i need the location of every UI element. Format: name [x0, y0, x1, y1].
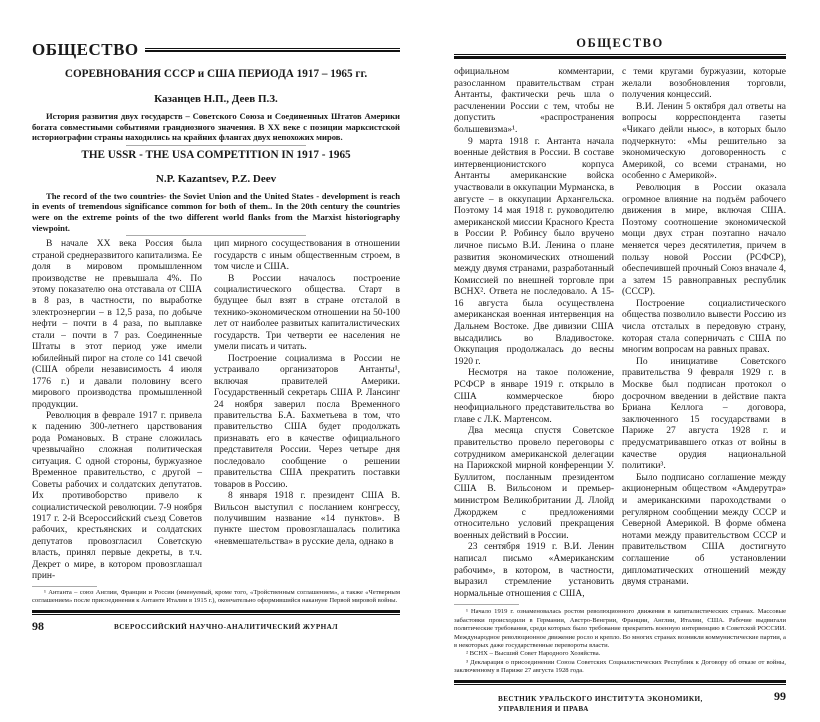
footnote: ¹ Начало 1919 г. ознаменовалась ростом революционного движения в капиталистических странах. Массовые забастовки происходили в Германии, Австро-Венгрии, Франции, Англии, Италии, США. Рабочие выдвигали политические требования, среди которых было требование прекратить военную интервенцию в Советской РОССИИ. Международное революционное движение росло и крепло. Во многих странах возникли коммунистические партии, а в некоторых даже государственные перевороты власти. [454, 608, 786, 649]
divider [126, 145, 306, 146]
paragraph: Революция в феврале 1917 г. привела к падению 300-летнего царствования рода Романовых. В стране сложилась чрезвычайно сложная политическая ситуация. С одной стороны, буржуазное Временное правительство, с другой – Советы рабочих и солдатских депутатов. Их противоборство привело к социалистической революции. 7-9 ноября 1917 г. 2-й Всероссийский съезд Советов рабочих, крестьянских и солдатских депутатов провозгласил Советскую власть, принял первые декреты, в т.ч. Декрет о мире, в котором провозглашал прин- [32, 410, 202, 582]
abstract-ru: История развития двух государств – Советского Союза и Соединенных Штатов Америки богата совместными событиями грандиозного значения. В XX веке с позиции марксистской историографии страны находились на крайних флангах двух непохожих миров. [32, 111, 400, 143]
paragraph: Два месяца спустя Советское правительство провело переговоры с сотрудником американской делегации на Парижской мирной конференции У. Буллитом, посланным президентом США В. Вильсоном и премьер-министром Великобритании Д. Ллойд Джорджем с предложениями относительно условий прекращения военных действий в России. [454, 426, 614, 541]
body-column-2 [622, 67, 786, 589]
authors-ru: Казанцев Н.П., Деев П.З. [154, 93, 278, 105]
paragraph: В России началось построение социалистического общества. Старт в будущее был взят в стране отсталой в технико-экономическом отношении на 50-100 лет от наиболее развитых капиталистических государств. Три четверти ее населения не умели писать и читать. [214, 273, 400, 353]
footnotes [454, 608, 786, 675]
paragraph: Революция в России оказала огромное влияние на подъём рабочего движения в мире, включая США. Поэтому соотношение экономической мощи двух стран поэтапно начало меняется через десятилетия, причем в пользу новой России (РСФСР), обеспечившей прочный Союз вначале 4, а затем 15 равноправных республик (СССР). [622, 182, 786, 298]
body-column-1 [454, 67, 614, 600]
body-columns [32, 239, 400, 583]
paragraph: 9 марта 1918 г. Антанта начала военные действия в России. В составе интервенционистского корпуса Антанты американские войска участвовали в оккупации Мурманска, в августе – в оккупации Архангельска. Поэтому 14 мая 1918 г. руководителю американской миссии Красного Креста в России Р. Робинсу было вручено личное письмо В.И. Ленина о плане развития экономических отношений между двумя странами, разработанный Комиссией по внешней торговле при ВСНХ². Ответа не последовало. А 15-16 августа была осуществлена американская военная интервенция на Дальнем Востоке. Две дивизии США высадились во Владивостоке. Оккупация продолжалась до весны 1920 г. [454, 136, 614, 367]
rubric-rule [454, 54, 786, 59]
paragraph: с теми кругами буржуазии, которые желали возобновления торговли, получения концессий. [622, 67, 786, 101]
footnote-rule [454, 604, 519, 605]
footer-row [454, 689, 786, 714]
footer-rule [454, 680, 786, 685]
section-rubric: ОБЩЕСТВО [32, 40, 139, 59]
footnote: ³ Декларация о присоединении Союза Советских Социалистических Республик к Договору об отказе от войны, заключенному в Париже 27 августа 1928 года. [454, 658, 786, 675]
rubric-rule [145, 48, 400, 52]
left-page [0, 0, 410, 641]
rubric-header [32, 40, 400, 60]
section-rubric: ОБЩЕСТВО [576, 36, 664, 50]
paragraph: 23 сентября 1919 г. В.И. Ленин написал письмо «Американским рабочим», в котором, в частности, выразил стремление установить нормальные отношения с США, [454, 542, 614, 599]
paragraph: официальном комментарии, разосланном правительствам стран Антанты, фактически речь шла о расчленении России с тем, чтобы не допустить «распространения большевизма»¹. [454, 67, 614, 135]
authors-en: N.P. Kazantsev, P.Z. Deev [155, 172, 277, 185]
footer-rule [32, 610, 400, 615]
page-number: 99 [774, 688, 786, 703]
divider [126, 235, 306, 236]
body-columns [454, 67, 786, 600]
body-column-1 [32, 239, 202, 583]
paragraph: В начале XX века Россия была страной среднеразвитого капитализма. Ее доля в мировом промышленном производстве не превышала 4%. По этому показателю она отставала от США в 8 раз, в частности, по выработке электроэнергии – в 12,5 раза, по добыче нефти – почти в 4 раза, по выплавке стали – почти в 7 раз. Соединенные Штаты в этот период уже имели юбилейный пирог на столе со 141 свечой (США обрели независимость 4 июля 1776 г.) и давали половину всего мирового производства промышленной продукции. [32, 239, 202, 410]
paragraph: По инициативе Советского правительства 9 февраля 1929 г. в Москве был подписан протокол о досрочном введении в действие пакта Бриана Келлога – договора, заключенного 15 государствами в Париже 27 августа 1928 г. и предусматривавшего отказ от войны в качестве орудия национальной политики³. [622, 356, 786, 472]
paragraph: В.И. Ленин 5 октября дал ответы на вопросы корреспондента газеты «Чикаго дейли ньюс», в которых было подчеркнуто: «Мы решительно за экономическую договоренность с Америкой, со всеми странами, но особенно с Америкой». [622, 101, 786, 182]
article-title-ru: СОРЕВНОВАНИЯ СССР и США ПЕРИОДА 1917 – 1965 гг. [64, 68, 368, 80]
journal-footer: ВСЕРОССИЙСКИЙ НАУЧНО-АНАЛИТИЧЕСКИЙ ЖУРНАЛ [114, 622, 338, 631]
footnotes [32, 589, 400, 606]
right-page [410, 0, 820, 722]
body-column-2 [214, 239, 400, 548]
journal-footer: ВЕСТНИК УРАЛЬСКОГО ИНСТИТУТА ЭКОНОМИКИ, УПРАВЛЕНИЯ И ПРАВА [498, 694, 703, 713]
paragraph: Несмотря на такое положение, РСФСР в январе 1919 г. открыло в США коммерческое бюро неофициального представительства во главе с Л.К. Мартенсом. [454, 368, 614, 425]
paragraph: 8 января 1918 г. президент США В. Вильсон выступил с посланием конгрессу, получившим название «14 пунктов». В пункте шестом провозглашалась политика «невмешательства» в русские дела, однако в [214, 491, 400, 547]
paragraph: цип мирного сосуществования в отношении государств с иным общественным строем, в том числе и США. [214, 239, 400, 273]
footnote-rule [32, 586, 97, 587]
abstract-en: The record of the two countries- the Soviet Union and the United States - development is reach in events of tremendous significance common for both of them.. In the 20th century the countries were on the extreme points of the two different world flanks from the Marxist historiography viewpoint. [32, 190, 400, 233]
footnote: ¹ Антанта – союз Англии, Франции и России (именуемый, кроме того, «Тройственным соглашением», а также «Четверным соглашением» после присоединения к Антанте Италии в 1915 г.), окончательно оформившийся накануне Первой мировой войны. [32, 588, 400, 605]
footnote: ² ВСНХ – Высший Совет Народного Хозяйства. [466, 650, 601, 658]
paragraph: Построение социализма в России не устраивало организаторов Антанты¹, включая правителей Америки. Государственный секретарь США Р. Лансинг 24 ноября заверил посла Временного правительства Б.А. Бахметьева в том, что правительство США будет продолжать признавать его в качестве официального представителя России. Через четыре дня последовало сообщение о решении правительства США прекратить поставки товаров в Россию. [214, 353, 400, 490]
article-title-en: THE USSR - THE USA COMPETITION IN 1917 - 1965 [81, 148, 351, 161]
paragraph: Было подписано соглашение между акционерным обществом «Амдерутра» и американскими пароходствами о регулярном сообщении между СССР и Северной Америкой. В форме обмена нотами между правительством СССР и правительством США достигнуто соглашение об установлении дипломатических отношений между двумя странами. [622, 472, 786, 588]
page-number: 98 [32, 618, 44, 633]
footer-row [32, 619, 400, 633]
paragraph: Построение социалистического общества позволило вывести Россию из числа отсталых в передовую страну, которая стала соперничать с США по многим вопросам на равных правах. [622, 298, 786, 356]
